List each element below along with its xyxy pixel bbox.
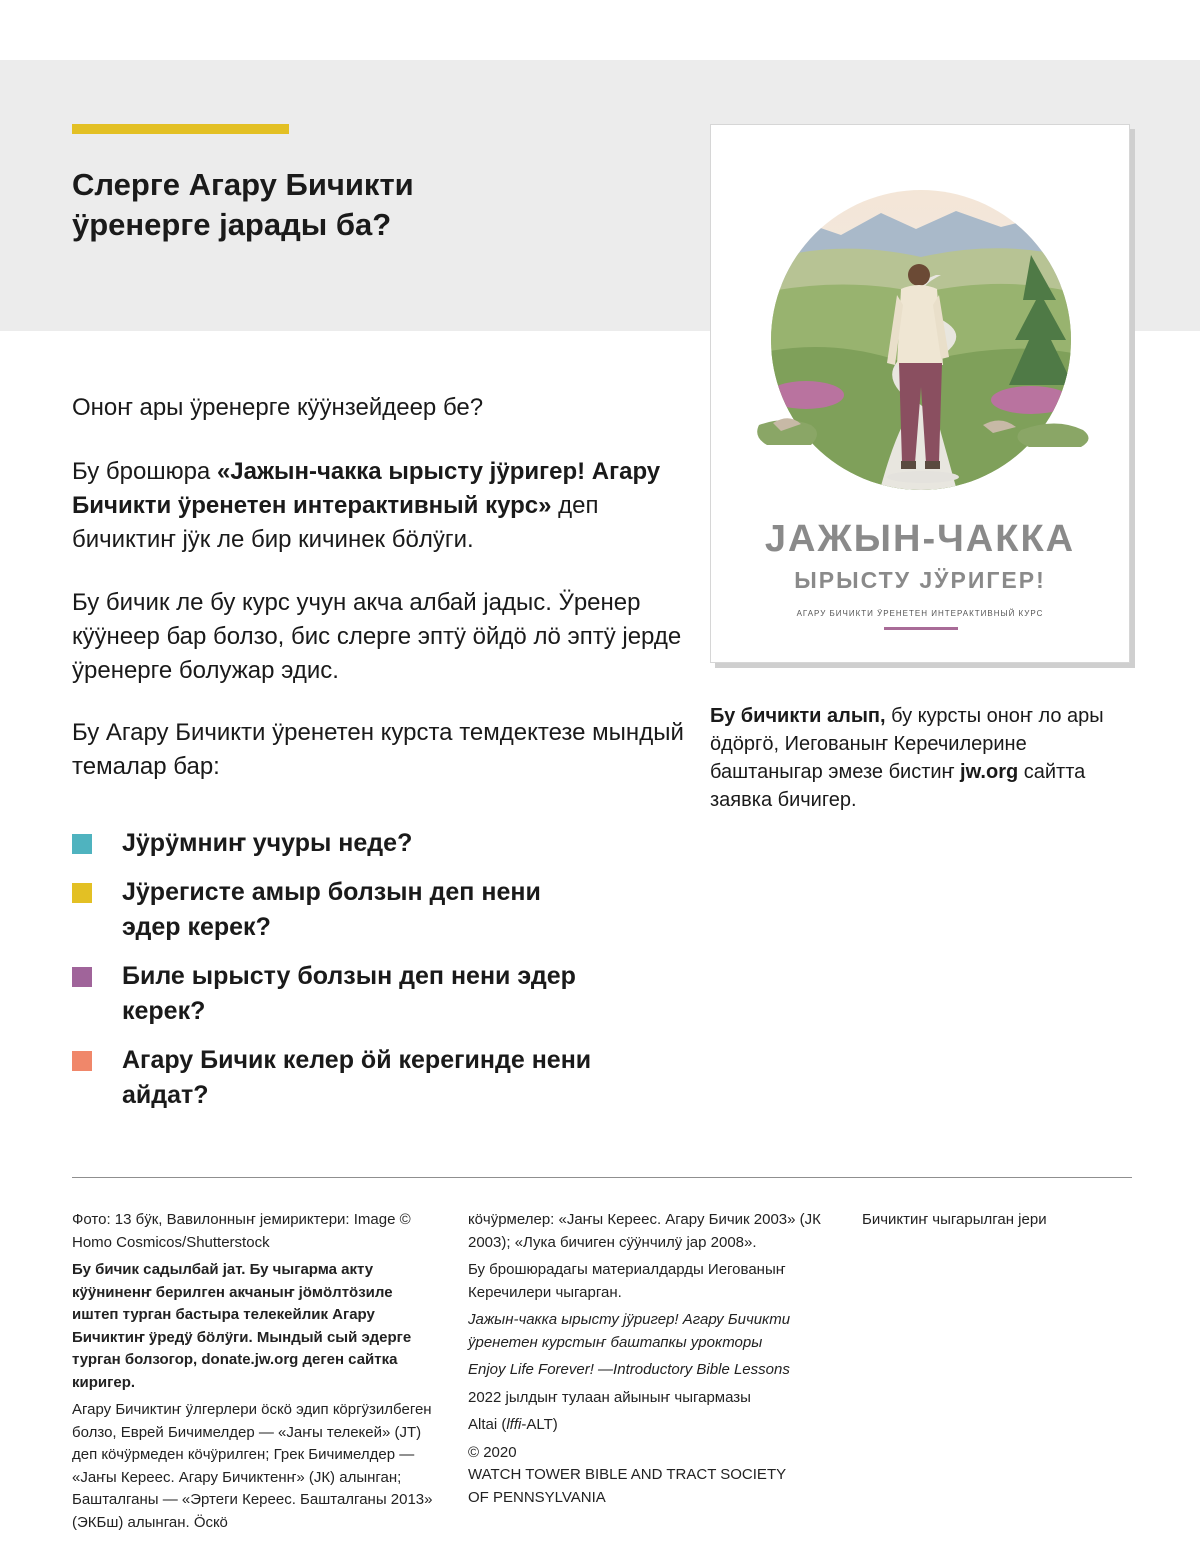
free-course-text: Бу бичик ле бу курс учун акча албай јадыс. Ӱренер кӱӱнеер бар болзо, бис слерге эптӱ ӧйдӧ лӧ эптӱ јерде ӱренерге болужар эдис. — [72, 589, 682, 684]
topic-item — [72, 826, 592, 861]
bible-quotes-note-cont: кӧчӱрмелер: «Јаҥы Кереес. Агару Бичик 2003» (ЈК 2003); «Лука бичиген сӱӱнчилӱ јар 2008». — [468, 1211, 821, 1251]
desc-text-b: деп бичиктиҥ јӱк ле бир кичинек бӧлӱги. — [72, 492, 599, 553]
lang-code: lffi — [506, 1416, 522, 1433]
donation-notice — [72, 1259, 437, 1394]
request-lead: Бу бичикти алып, — [710, 705, 886, 727]
topic-text: Јӱрегисте амыр болзын деп нени эдер керек? — [122, 878, 541, 941]
title-line-2: ӱренерге јарады ба? — [72, 207, 392, 242]
bullet-square — [72, 834, 92, 854]
desc-text-a: Бу брошюра — [72, 458, 217, 485]
bullet-square — [72, 1051, 92, 1071]
lang-prefix: Altai ( — [468, 1416, 507, 1433]
cover-title-1: ЈАЖЫН-ЧАККА — [764, 518, 1076, 560]
publisher-line-2: OF PENNSYLVANIA — [468, 1488, 606, 1506]
footer-column-1 — [72, 1209, 437, 1539]
local-title-text: Јажын-чакка ырысту јӱригер! Агару Бичикти ӱренетен курстыҥ баштапкы урокторы — [468, 1311, 791, 1351]
request-text-a: бу курсты оноҥ ло ары ӧдӧргӧ, Иегованыҥ Керечилерине баштаныгар эмезе бистиҥ — [710, 705, 1104, 783]
topic-text: Јӱрӱмниҥ учуры неде? — [122, 829, 413, 857]
footer-divider — [72, 1177, 1132, 1178]
bullet-square — [72, 967, 92, 987]
copyright-year: © 2020 — [468, 1443, 517, 1461]
cover-subtitle: АГАРУ БИЧИКТИ ӰРЕНЕТЕН ИНТЕРАКТИВНЫЙ КУРС — [796, 609, 1044, 618]
local-title — [468, 1309, 838, 1354]
cover-title-2: ЫРЫСТУ ЈӰРИГЕР! — [794, 567, 1046, 593]
edition: 2022 јылдыҥ тулаан айыныҥ чыгармазы — [468, 1388, 751, 1406]
topics-intro: Бу Агару Бичикти ӱренетен курста темдектезе мындый темалар бар: — [72, 719, 684, 780]
book-cover — [710, 124, 1130, 663]
bible-quotes-note: Агару Бичиктиҥ ӱлгерлери ӧскӧ эдип кӧргӱзилбеген болзо, Еврей Бичимелдер — «Јаҥы телекей» (ЈТ) деп кӧчӱрмеден кӧчӱрилген; Грек Бичимелдер — «Јаҥы Кереес. Агару Бичиктенҥ» (ЈК) алынган; Башталганы — «Эртеги Кереес. Башталганы 2013» (ЭКБш) алынган. Ӧскӧ — [72, 1401, 433, 1531]
bullet-square — [72, 883, 92, 903]
request-info — [710, 702, 1130, 814]
topic-item — [72, 959, 592, 1029]
photo-credit: Фото: 13 бӱк, Вавилонныҥ јемириктери: Image © Homo Cosmicos/Shutterstock — [72, 1211, 411, 1251]
copyright — [468, 1442, 838, 1510]
publisher-note: Бу брошюрадагы материалдарды Иегованыҥ Керечилери чыгарган. — [468, 1261, 786, 1301]
topic-item — [72, 875, 592, 945]
request-text-b: сайтта заявка бичигер. — [710, 761, 1086, 811]
topic-list — [72, 826, 592, 1113]
desc-book-title: «Јажын-чакка ырысту јӱригер! Агару Бичикти ӱренетен интерактивный курс» — [72, 458, 661, 519]
footer-column-3 — [862, 1209, 1152, 1237]
english-title-text: Enjoy Life Forever! —Introductory Bible Lessons — [468, 1361, 790, 1378]
accent-bar — [72, 124, 289, 134]
page-title — [72, 165, 532, 245]
intro-question: Оноҥ ары ӱренерге кӱӱнзейдеер бе? — [72, 394, 484, 421]
topic-text: Агару Бичик келер ӧй керегинде нени айдат? — [122, 1046, 592, 1109]
site-link[interactable]: jw.org — [960, 761, 1019, 783]
language-code — [468, 1414, 838, 1437]
footer-column-2 — [468, 1209, 838, 1509]
cover-illustration — [711, 125, 1129, 505]
cover-accent-line — [884, 627, 958, 630]
lang-suffix: -ALT) — [521, 1416, 558, 1433]
topic-text: Биле ырысту болзын деп нени эдер керек? — [122, 962, 576, 1025]
english-title — [468, 1359, 838, 1382]
donation-notice-text: Бу бичик садылбай јат. Бу чыгарма акту кӱӱниненҥ берилген акчаныҥ јӧмӧлтӧзиле иштеп турган бастыра телекейлик Агару Бичиктиҥ ӱредӱ бӧлӱги. Мындый сый эдерге турган болзогор, donate.jw.org деген сайтка киригер. — [72, 1261, 412, 1391]
printed-at: Бичиктиҥ чыгарылган јери — [862, 1211, 1047, 1228]
topic-item — [72, 1043, 592, 1113]
publisher-line-1: WATCH TOWER BIBLE AND TRACT SOCIETY — [468, 1466, 787, 1483]
title-line-1: Слерге Агару Бичикти — [72, 167, 414, 202]
brochure-description — [72, 455, 692, 557]
